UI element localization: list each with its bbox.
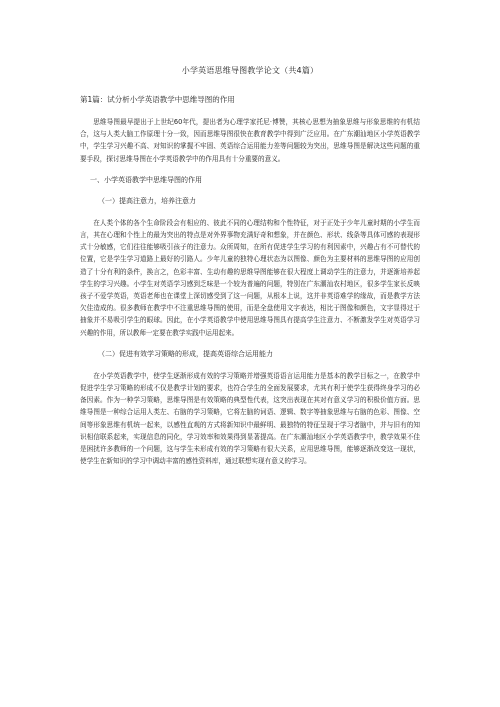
document-content [80,65,420,477]
chapter-title: 第1篇：试分析小学英语教学中思维导图的作用 [80,95,235,104]
subsection-paragraph-2: 在小学英语教学中，使学生逐渐形成有效的学习策略并增强英语语言运用能力是基本的教学目标之一，在教学中促进学生学习策略的形成不仅是教学计划的要求，也符合学生的全面发展要求，尤其有利于使学生获得终身学习的必备因素。作为一种学习策略，思维导图是有效策略的典型性代表，这突出表现在其对有意义学习的积极价值方面。思维导图是一种综合运用人类左、右脑的学习策略，它将左脑的词语、逻辑、数字等抽象思维与右脑的色彩、图像、空间等形象思维有机统一起来，以感性直观的方式将新知识中最鲜明、最独特的特征呈现于学习者脑中，并与旧有的知识相信联系起来，实现信息的同化，学习效率和效果得到显著提高。在广东潮汕地区小学英语教学中，教学效果不佳是困扰许多教师的一个问题，这与学生未形成有效的学习策略有很大关系，应用思维导图，能够逐渐改变这一现状，使学生在新知识的学习中调动丰富的感性资料库，通过联想实现有意义的学习。 [80,371,420,466]
intro-paragraph: 思维导图最早提出于上世纪60年代，提出者为心理学家托尼·博赞，其核心思想为抽象思维与形象思维的有机结合，这与人类大脑工作原理十分一致，因而思维导图很快在教育教学中得到广泛应用。在广东潮汕地区小学英语教学中，学生学习兴趣不高、对知识的掌握不牢固、英语综合运用能力差等问题较为突出，思维导图是解决这些问题的重要手段，探讨思维导图在小学英语教学中的作用具有十分重要的意义。 [80,118,420,163]
section-heading: 一、小学英语教学中思维导图的作用 [90,175,202,184]
subsection-heading-1: （一）提高注意力，培养注意力 [98,196,196,205]
document-title: 小学英语思维导图教学论文（共4篇） [181,66,319,75]
subsection-heading-2: （二）促进有效学习策略的形成，提高英语综合运用能力 [98,349,273,358]
subsection-paragraph-1: 在人类个体的各个生命阶段会有相应的、彼此不同的心理结构和个性特征，对于正处于少年儿童时期的小学生而言，其在心理和个性上的最为突出的特点是对外界事物充满好奇和想象，并在颜色、形状、线条等具体可感的表现形式十分敏感，它们往往能够吸引孩子的注意力。众所周知，在所有促进学生学习的有利因素中，兴趣占有不可替代的位置，它是学生学习道路上最好的引路人。少年儿童的独特心理状态为以图像、颜色为主要材料的思维导图的应用创造了十分有利的条件，换言之，色彩丰富、生动有趣的思维导图能够在很大程度上调动学生的注意力，并逐渐培养起学生的学习兴趣。小学生对英语学习感到乏味是一个较为普遍的问题，特别在广东潮汕农村地区，很多学生家长反映孩子不爱学英语，英语老师也在课堂上深切感受到了这一问题，从根本上说，这并非英语难学的缘故，而是教学方法欠佳造成的。很多教师在教学中不注重思维导图的使用，而是全盘使用文字表达，相比于图像和颜色，文字显得过于抽象并不易吸引学生的眼球。因此，在小学英语教学中使用思维导图具有提高学生注意力、不断激发学生对英语学习兴趣的作用，所以教师一定要在教学实践中运用起来。 [80,218,420,337]
